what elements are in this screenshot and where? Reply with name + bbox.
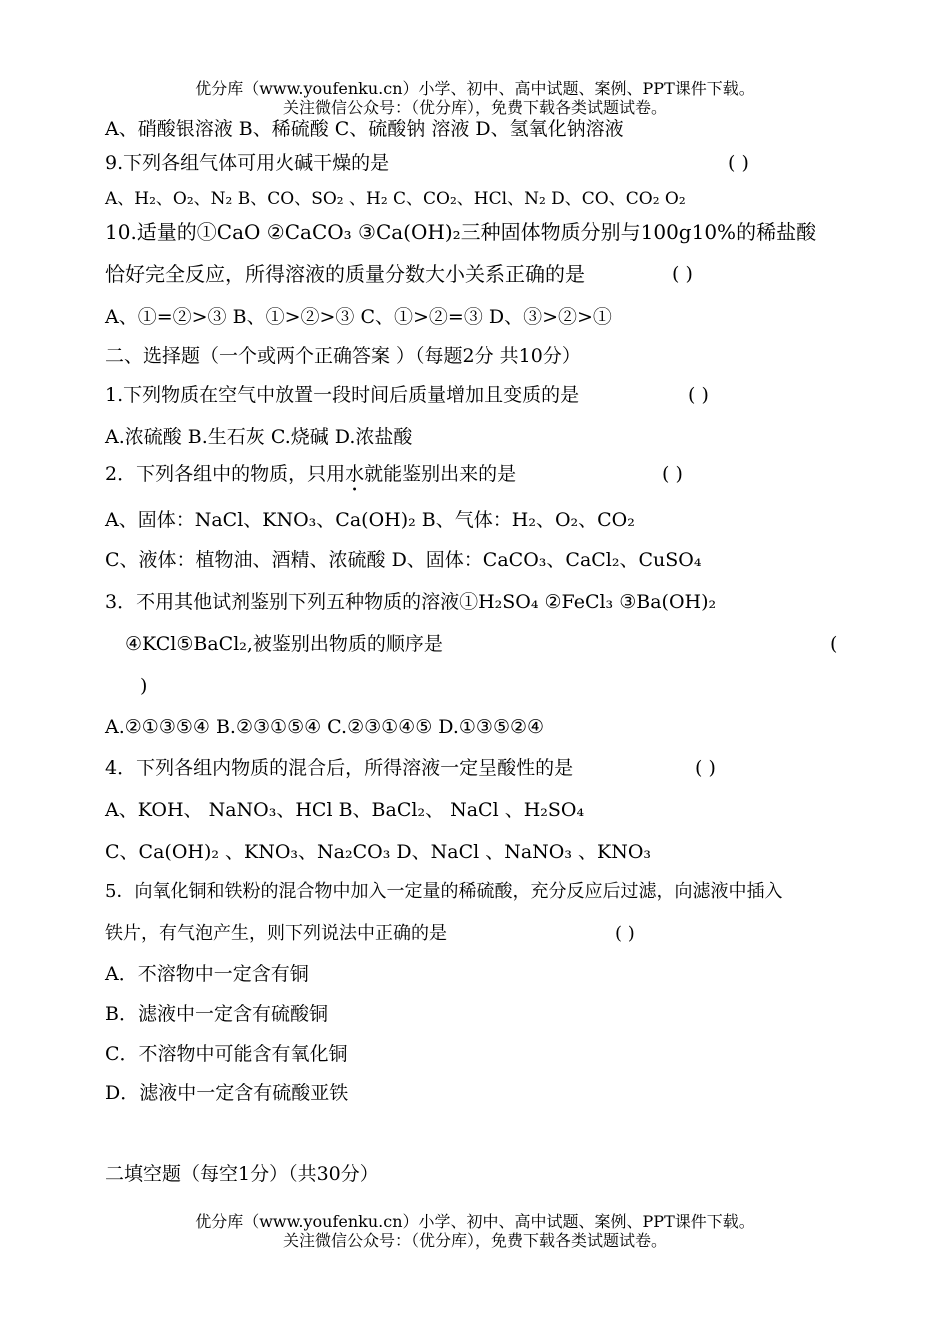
s2-q3-bracket-close: ) <box>140 675 148 697</box>
s2-q2-options-1: A、固体：NaCl、KNO₃、Ca(OH)₂ B、气体：H₂、O₂、CO₂ <box>105 509 635 531</box>
header-line-2: 关注微信公众号：（优分库），免费下载各类试题试卷。 <box>282 98 667 117</box>
s2-q4-stem: 4．下列各组内物质的混合后，所得溶液一定呈酸性的是 <box>105 757 574 779</box>
s2-q1-stem: 1.下列物质在空气中放置一段时间后质量增加且变质的是 <box>105 384 580 406</box>
s2-q1-options: A.浓硫酸 B.生石灰 C.烧碱 D.浓盐酸 <box>105 426 413 448</box>
q9-stem: 9.下列各组气体可用火碱干燥的是 <box>105 152 390 174</box>
s2-q5-line-2: 铁片，有气泡产生，则下列说法中正确的是 <box>105 923 447 944</box>
s2-q3-bracket-open: ( <box>830 633 838 655</box>
s2-q5-option-b: B．滤液中一定含有硫酸铜 <box>105 1003 328 1025</box>
s2-q2-stem-part2: 就能鉴别出来的是 <box>364 463 517 485</box>
s2-q5-answer-bracket: ( ) <box>615 923 635 944</box>
s2-q5-option-c: C．不溶物中可能含有氧化铜 <box>105 1043 348 1065</box>
s2-q4-options-1: A、KOH、 NaNO₃、HCl B、BaCl₂、 NaCl 、H₂SO₄ <box>105 799 585 821</box>
s2-q2-options-2: C、液体：植物油、酒精、浓硫酸 D、固体：CaCO₃、CaCl₂、CuSO₄ <box>105 549 702 571</box>
s2-q3-line-1: 3．不用其他试剂鉴别下列五种物质的溶液①H₂SO₄ ②FeCl₃ ③Ba(OH)₂ <box>105 591 717 613</box>
s2-q4-answer-bracket: ( ) <box>695 757 716 779</box>
q10-answer-bracket: ( ) <box>672 263 693 285</box>
s2-q2-stem <box>105 462 516 496</box>
s2-q3-options: A.②①③⑤④ B.②③①⑤④ C.②③①④⑤ D.①③⑤②④ <box>105 716 545 738</box>
s2-q2-answer-bracket: ( ) <box>662 463 683 485</box>
s2-q5-line-1: 5．向氧化铜和铁粉的混合物中加入一定量的稀硫酸，充分反应后过滤，向滤液中插入 <box>105 881 783 902</box>
s2-q2-stem-part1: 2．下列各组中的物质，只用 <box>105 463 346 485</box>
section-3-title: 二填空题（每空1分）（共30分） <box>105 1163 379 1185</box>
s2-q5-option-d: D．滤液中一定含有硫酸亚铁 <box>105 1082 349 1104</box>
header-line-1: 优分库（www.youfenku.cn）小学、初中、高中试题、案例、PPT课件下载。 <box>195 79 755 98</box>
s2-q3-line-2: ④KCl⑤BaCl₂,被鉴别出物质的顺序是 <box>125 633 443 655</box>
footer-line-2: 关注微信公众号：（优分库），免费下载各类试题试卷。 <box>282 1231 667 1250</box>
s2-q2-stem-emphasis: 水 <box>345 463 365 485</box>
section-2-title: 二、选择题（一个或两个正确答案 ）（每题2分 共10分） <box>105 345 581 367</box>
s2-q4-options-2: C、Ca(OH)₂ 、KNO₃、Na₂CO₃ D、NaCl 、NaNO₃ 、KNO₃ <box>105 841 652 863</box>
q10-line-2: 恰好完全反应，所得溶液的质量分数大小关系正确的是 <box>105 262 585 286</box>
q9-answer-bracket: ( ) <box>728 152 749 174</box>
q9-options: A、H₂、O₂、N₂ B、CO、SO₂ 、H₂ C、CO₂、HCl、N₂ D、CO、CO₂ O₂ <box>105 189 686 209</box>
q10-line-1: 10.适量的①CaO ②CaCO₃ ③Ca(OH)₂三种固体物质分别与100g10%的稀盐酸 <box>105 220 817 244</box>
s2-q5-option-a: A．不溶物中一定含有铜 <box>105 963 309 985</box>
footer-line-1: 优分库（www.youfenku.cn）小学、初中、高中试题、案例、PPT课件下载。 <box>195 1212 755 1231</box>
s2-q1-answer-bracket: ( ) <box>688 384 709 406</box>
q10-options: A、①=②>③ B、①>②>③ C、①>②=③ D、③>②>① <box>105 306 612 328</box>
q8-options: A、硝酸银溶液 B、稀硫酸 C、硫酸钠 溶液 D、氢氧化钠溶液 <box>105 118 624 140</box>
